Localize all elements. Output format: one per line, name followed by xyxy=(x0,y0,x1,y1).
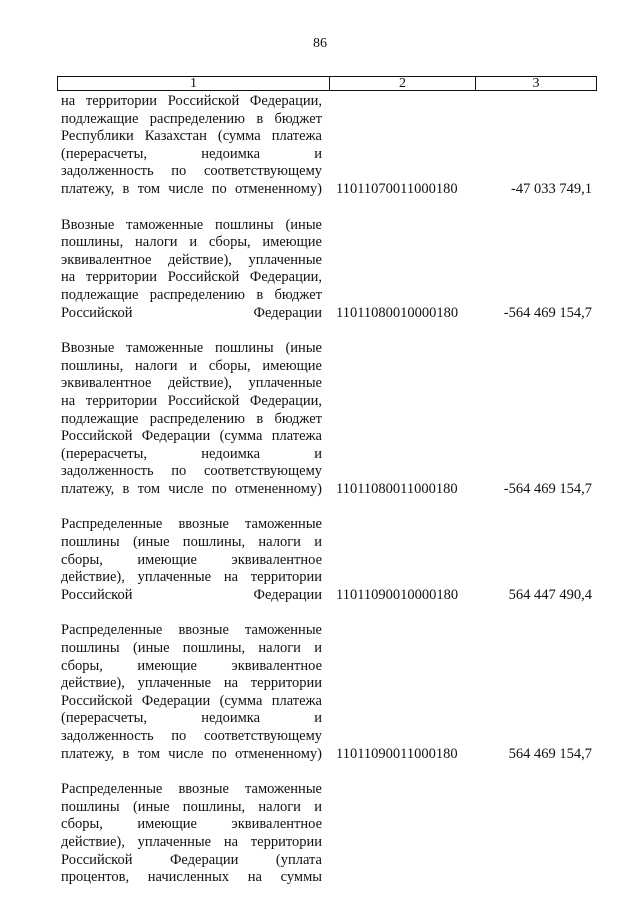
description-line: на территории Российской Федерации, xyxy=(61,392,322,409)
row-description xyxy=(61,516,322,604)
description-line: пошлины (иные пошлины, налоги и xyxy=(61,640,322,657)
description-line: Российской Федерации (уплата xyxy=(61,851,322,868)
description-line: Республики Казахстан (сумма платежа xyxy=(61,128,322,145)
description-line: сборы, имеющие эквивалентное xyxy=(61,657,322,674)
description-line: Российской Федерации xyxy=(61,586,322,603)
description-line: эквивалентное действие), уплаченные xyxy=(61,251,322,268)
page-number: 86 xyxy=(313,36,327,51)
table-body xyxy=(0,93,640,905)
column-header-1: 1 xyxy=(58,77,330,90)
row-code: 11011080010000180 xyxy=(336,304,459,321)
row-amount: -564 469 154,7 xyxy=(503,480,592,497)
description-line: Распределенные ввозные таможенные xyxy=(61,516,322,533)
table-row xyxy=(0,93,640,199)
description-line: сборы, имеющие эквивалентное xyxy=(61,816,322,833)
description-line: на территории Российской Федерации, xyxy=(61,93,322,109)
row-description xyxy=(61,781,322,887)
description-line: задолженность по соответствующему xyxy=(61,463,322,480)
description-line: действие), уплаченные на территории xyxy=(61,675,322,692)
table-row xyxy=(0,781,640,887)
description-line: Ввозные таможенные пошлины (иные xyxy=(61,216,322,233)
description-line: Российской Федерации (сумма платежа xyxy=(61,428,322,445)
table-row xyxy=(0,516,640,604)
column-header-3: 3 xyxy=(532,76,540,91)
row-amount: -47 033 749,1 xyxy=(511,180,592,197)
description-line: платежу, в том числе по отмененному) xyxy=(61,745,322,762)
description-line: Распределенные ввозные таможенные xyxy=(61,781,322,798)
description-line: (перерасчеты, недоимка и xyxy=(61,145,322,162)
description-line: Российской Федерации (сумма платежа xyxy=(61,692,322,709)
row-amount: 564 447 490,4 xyxy=(508,586,592,603)
description-line: процентов, начисленных на суммы xyxy=(61,869,322,886)
description-line: задолженность по соответствующему xyxy=(61,728,322,744)
row-amount: -564 469 154,7 xyxy=(503,304,592,321)
table-row xyxy=(0,622,640,763)
row-code: 11011090010000180 xyxy=(336,586,459,603)
description-line: на территории Российской Федерации, xyxy=(61,269,322,286)
row-description xyxy=(61,622,322,763)
description-line: Российской Федерации xyxy=(61,304,322,321)
table-header-row xyxy=(57,76,597,91)
description-line: эквивалентное действие), уплаченные xyxy=(61,375,322,392)
description-line: Распределенные ввозные таможенные xyxy=(61,622,322,639)
row-code: 11011070011000180 xyxy=(336,180,458,197)
description-line: действие), уплаченные на территории xyxy=(61,569,322,586)
row-code: 11011090011000180 xyxy=(336,745,458,762)
description-line: задолженность по соответствующему xyxy=(61,163,322,180)
description-line: Ввозные таможенные пошлины (иные xyxy=(61,340,322,357)
description-line: подлежащие распределению в бюджет xyxy=(61,410,322,427)
description-line: пошлины (иные пошлины, налоги и xyxy=(61,798,322,815)
row-description xyxy=(61,340,322,498)
row-amount: 564 469 154,7 xyxy=(508,745,592,762)
description-line: (перерасчеты, недоимка и xyxy=(61,710,322,727)
row-description xyxy=(61,93,322,199)
description-line: подлежащие распределению в бюджет xyxy=(61,286,322,303)
table-row xyxy=(0,340,640,498)
row-description xyxy=(61,217,322,323)
table-row xyxy=(0,217,640,323)
description-line: (перерасчеты, недоимка и xyxy=(61,445,322,462)
description-line: действие), уплаченные на территории xyxy=(61,833,322,850)
description-line: пошлины, налоги и сборы, имеющие xyxy=(61,234,322,251)
description-line: пошлины, налоги и сборы, имеющие xyxy=(61,357,322,374)
description-line: платежу, в том числе по отмененному) xyxy=(61,180,322,197)
description-line: платежу, в том числе по отмененному) xyxy=(61,480,322,497)
column-header-2: 2 xyxy=(330,77,476,90)
row-code: 11011080011000180 xyxy=(336,480,458,497)
description-line: пошлины (иные пошлины, налоги и xyxy=(61,534,322,551)
description-line: подлежащие распределению в бюджет xyxy=(61,110,322,127)
description-line: сборы, имеющие эквивалентное xyxy=(61,551,322,568)
